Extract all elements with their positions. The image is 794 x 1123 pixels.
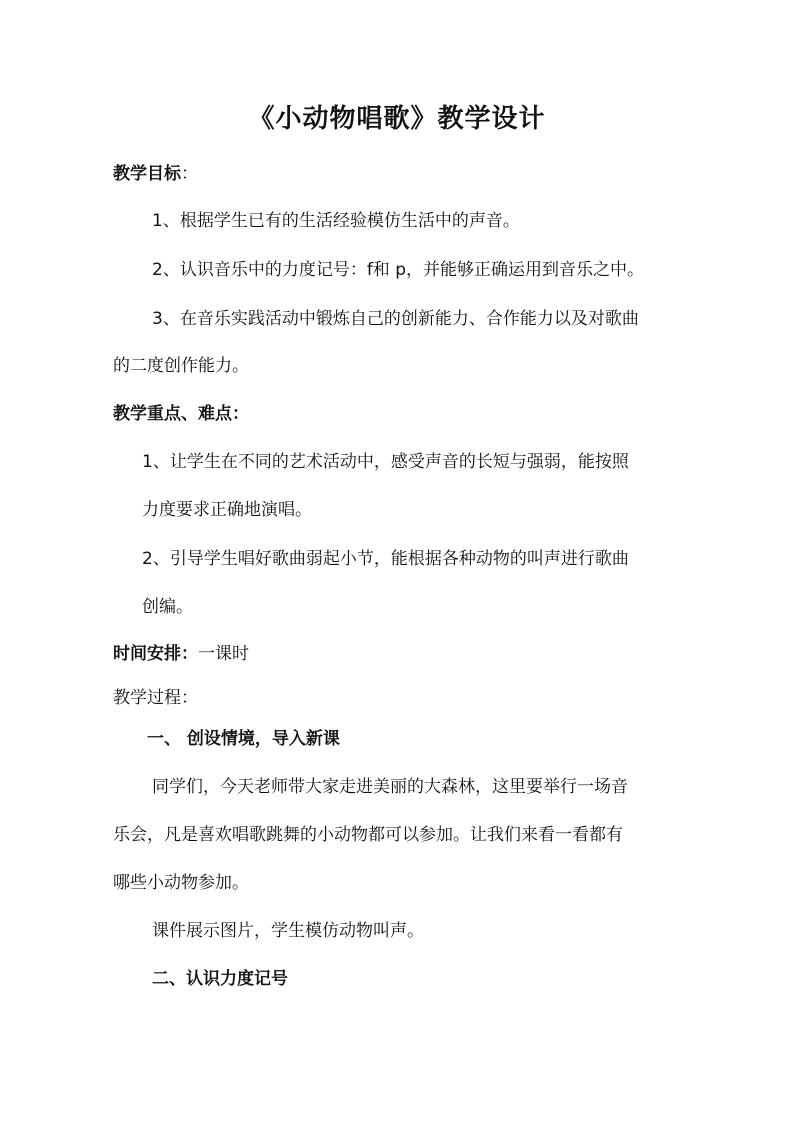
section-2-title: 二、认识力度记号 bbox=[152, 969, 288, 989]
objectives-heading-line bbox=[113, 163, 198, 185]
section-1-paragraph-line-2: 乐会，凡是喜欢唱歌跳舞的小动物都可以参加。让我们来看一看都有 bbox=[113, 825, 623, 845]
objective-item-2: 2、认识音乐中的力度记号：f和 p，并能够正确运用到音乐之中。 bbox=[152, 260, 644, 280]
process-heading: 教学过程： bbox=[113, 688, 198, 708]
objective-item-1: 1、根据学生已有的生活经验模仿生活中的声音。 bbox=[152, 211, 520, 231]
objective-item-3: 3、在音乐实践活动中锻炼自己的创新能力、合作能力以及对歌曲 bbox=[152, 309, 639, 329]
objective-item-3-continued: 的二度创作能力。 bbox=[113, 356, 249, 376]
key-point-item-1: 1、让学生在不同的艺术活动中，感受声音的长短与强弱，能按照 bbox=[142, 452, 629, 472]
key-point-item-2-continued: 创编。 bbox=[142, 597, 193, 617]
schedule-line bbox=[113, 643, 249, 665]
section-1-paragraph-line-3: 哪些小动物参加。 bbox=[113, 873, 249, 893]
objectives-heading: 教学目标 bbox=[113, 164, 181, 184]
document-title: 《小动物唱歌》教学设计 bbox=[248, 104, 546, 134]
key-points-heading: 教学重点、难点： bbox=[113, 404, 249, 424]
key-point-item-1-continued: 力度要求正确地演唱。 bbox=[142, 500, 312, 520]
section-1-title: 一、 创设情境，导入新课 bbox=[147, 729, 340, 749]
section-1-paragraph-line-1: 同学们，今天老师带大家走进美丽的大森林，这里要举行一场音 bbox=[152, 777, 628, 797]
schedule-value: 一课时 bbox=[198, 644, 249, 664]
section-1-paragraph-line-4: 课件展示图片，学生模仿动物叫声。 bbox=[152, 921, 424, 941]
schedule-heading: 时间安排： bbox=[113, 644, 198, 664]
key-point-item-2: 2、引导学生唱好歌曲弱起小节，能根据各种动物的叫声进行歌曲 bbox=[142, 549, 629, 569]
objectives-colon: ： bbox=[181, 164, 198, 184]
